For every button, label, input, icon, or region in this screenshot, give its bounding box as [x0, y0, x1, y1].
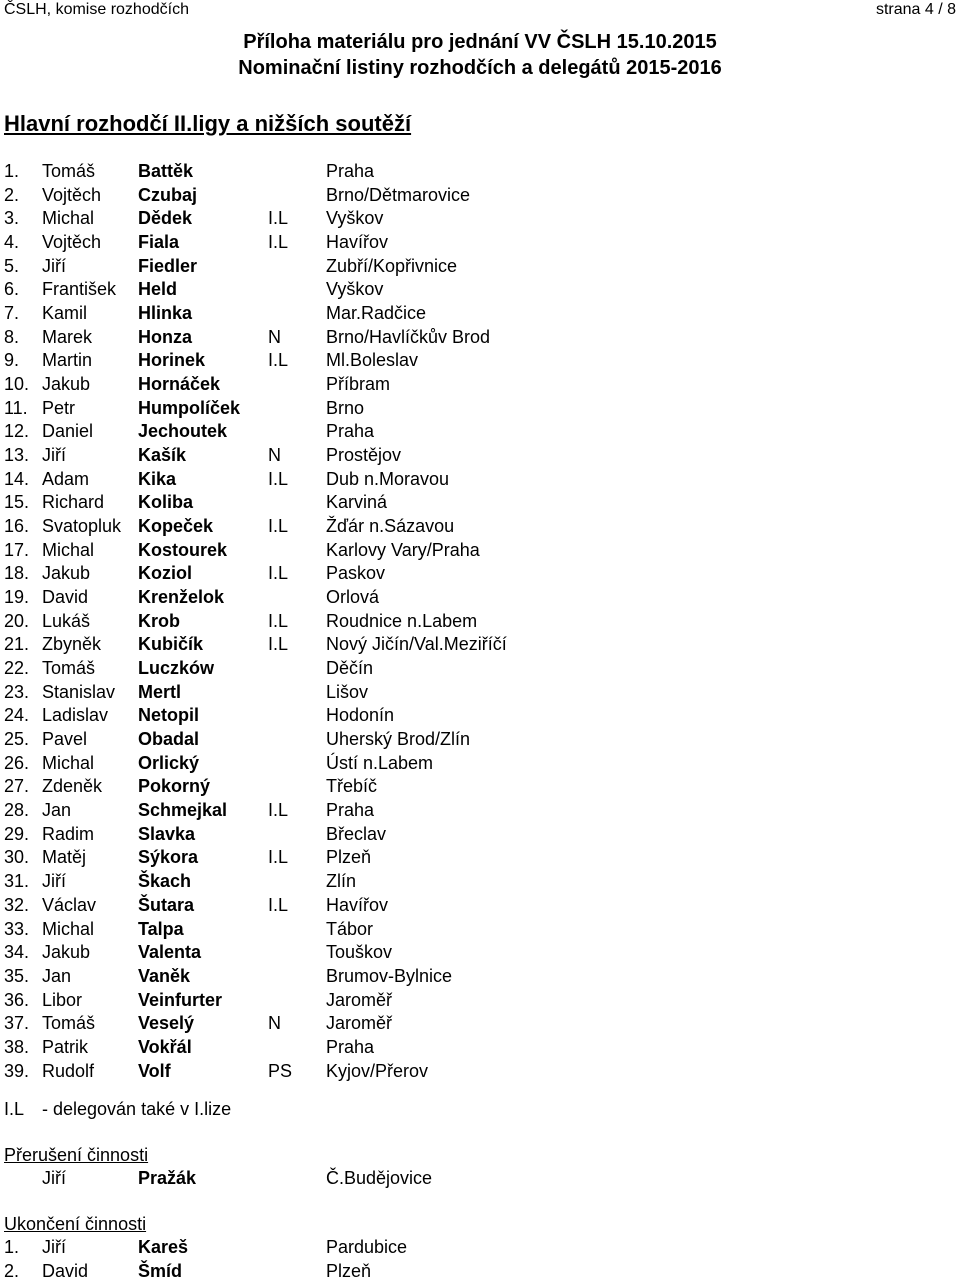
- row-number: 20.: [4, 610, 30, 631]
- last-name: Kašík: [138, 445, 187, 466]
- last-name: Horinek: [138, 350, 206, 371]
- last-name: Fiedler: [138, 255, 198, 276]
- row-number: 1.: [4, 1237, 20, 1257]
- last-name: Volf: [138, 1060, 171, 1081]
- first-name: Svatopluk: [42, 516, 122, 537]
- row-number: 38.: [4, 1036, 30, 1057]
- row-number: 16.: [4, 516, 30, 537]
- last-name: Netopil: [138, 705, 199, 726]
- first-name: Rudolf: [42, 1060, 95, 1081]
- first-name: Michal: [42, 752, 95, 773]
- city: Tábor: [326, 918, 374, 939]
- first-name: František: [42, 279, 117, 300]
- last-name: Hornáček: [138, 374, 221, 395]
- city: Zubří/Kopřivnice: [326, 255, 458, 276]
- header-committee: ČSLH, komise rozhodčích: [4, 1, 189, 18]
- last-name: Kareš: [138, 1237, 189, 1257]
- first-name: Libor: [42, 989, 83, 1010]
- league-flag: N: [268, 1013, 281, 1034]
- last-name: Krenželok: [138, 587, 225, 608]
- row-number: 7.: [4, 303, 20, 324]
- page-number: strana 4 / 8: [875, 1, 956, 18]
- city: Brno/Havlíčkův Brod: [326, 326, 491, 347]
- first-name: Kamil: [42, 303, 88, 324]
- row-number: 9.: [4, 350, 20, 371]
- last-name: Czubaj: [138, 184, 198, 205]
- row-number: 14.: [4, 468, 30, 489]
- row-number: 31.: [4, 871, 30, 892]
- city: Pardubice: [326, 1237, 408, 1257]
- row-number: 10.: [4, 374, 30, 395]
- city: Plzeň: [326, 1260, 372, 1281]
- last-name: Talpa: [138, 918, 184, 939]
- row-number: 37.: [4, 1013, 30, 1034]
- row-number: 2.: [4, 1260, 20, 1281]
- city: Plzeň: [326, 847, 372, 868]
- last-name: Veselý: [138, 1013, 195, 1034]
- row-number: 3.: [4, 208, 20, 229]
- first-name: Jan: [42, 965, 72, 986]
- first-name: Lukáš: [42, 610, 91, 631]
- last-name: Mertl: [138, 681, 182, 702]
- document-title: Příloha materiálu pro jednání VV ČSLH 15.10.2015: [243, 31, 717, 53]
- city: Paskov: [326, 563, 386, 584]
- last-name: Jechoutek: [138, 421, 228, 442]
- city: Havířov: [326, 232, 389, 253]
- first-name: Michal: [42, 208, 95, 229]
- last-name: Pokorný: [138, 776, 211, 797]
- first-name: Jakub: [42, 374, 91, 395]
- last-name: Fiala: [138, 232, 180, 253]
- last-name: Humpolíček: [138, 397, 241, 418]
- first-name: Tomáš: [42, 1013, 96, 1034]
- row-number: 28.: [4, 800, 30, 821]
- legend-text: - delegován také v I.lize: [42, 1099, 232, 1119]
- last-name: Vaněk: [138, 965, 191, 986]
- first-name: Matěj: [42, 847, 87, 868]
- last-name: Obadal: [138, 729, 200, 750]
- city: Vyškov: [326, 208, 384, 229]
- row-number: 4.: [4, 232, 20, 253]
- row-number: 11.: [4, 397, 28, 418]
- interruption-label: Přerušení činnosti: [4, 1145, 149, 1165]
- row-number: 6.: [4, 279, 20, 300]
- league-flag: N: [268, 445, 281, 466]
- last-name: Kostourek: [138, 539, 228, 560]
- city: Mar.Radčice: [326, 303, 427, 324]
- last-name: Held: [138, 279, 178, 300]
- last-name: Šmíd: [138, 1260, 183, 1281]
- city: Touškov: [326, 942, 393, 963]
- first-name: Tomáš: [42, 658, 96, 679]
- first-name: Martin: [42, 350, 93, 371]
- row-number: 25.: [4, 729, 30, 750]
- city: Jaroměř: [326, 1013, 393, 1034]
- row-number: 1.: [4, 161, 20, 181]
- first-name: Richard: [42, 492, 105, 513]
- last-name: Slavka: [138, 823, 196, 844]
- first-name: Václav: [42, 894, 97, 915]
- league-flag: I.L: [268, 468, 289, 489]
- row-number: 5.: [4, 255, 20, 276]
- league-flag: I.L: [268, 350, 289, 371]
- first-name: Jiří: [42, 445, 66, 466]
- league-flag: I.L: [268, 894, 289, 915]
- first-name: Patrik: [42, 1036, 89, 1057]
- list-item: [4, 1167, 944, 1191]
- city: Praha: [326, 161, 375, 181]
- city: Břeclav: [326, 823, 387, 844]
- city: Karviná: [326, 492, 388, 513]
- row-number: 17.: [4, 539, 30, 560]
- first-name: Tomáš: [42, 161, 96, 181]
- row-number: 35.: [4, 965, 30, 986]
- city: Havířov: [326, 894, 389, 915]
- first-name: Daniel: [42, 421, 94, 442]
- row-number: 29.: [4, 823, 30, 844]
- first-name: Michal: [42, 539, 95, 560]
- first-name: Jan: [42, 800, 72, 821]
- first-name: Stanislav: [42, 681, 116, 702]
- city: Č.Budějovice: [326, 1168, 433, 1188]
- city: Žďár n.Sázavou: [326, 516, 455, 537]
- last-name: Honza: [138, 326, 192, 347]
- city: Jaroměř: [326, 989, 393, 1010]
- last-name: Krob: [138, 610, 180, 631]
- ended-label: Ukončení činnosti: [4, 1214, 147, 1234]
- row-number: 36.: [4, 989, 30, 1010]
- last-name: Škach: [138, 871, 192, 892]
- city: Děčín: [326, 658, 374, 679]
- first-name: Ladislav: [42, 705, 109, 726]
- row-number: 24.: [4, 705, 30, 726]
- last-name: Sýkora: [138, 847, 199, 868]
- first-name: Jakub: [42, 942, 91, 963]
- city: Brumov-Bylnice: [326, 965, 453, 986]
- city: Zlín: [326, 871, 357, 892]
- first-name: Marek: [42, 326, 93, 347]
- last-name: Kopeček: [138, 516, 214, 537]
- first-name: Vojtěch: [42, 232, 102, 253]
- legend-key: I.L: [4, 1099, 25, 1119]
- row-number: 22.: [4, 658, 30, 679]
- first-name: Petr: [42, 397, 76, 418]
- row-number: 2.: [4, 184, 20, 205]
- league-flag: I.L: [268, 516, 289, 537]
- row-number: 12.: [4, 421, 30, 442]
- row-number: 27.: [4, 776, 30, 797]
- ended-list: [4, 1236, 944, 1283]
- last-name: Luczków: [138, 658, 215, 679]
- city: Třebíč: [326, 776, 378, 797]
- row-number: 34.: [4, 942, 30, 963]
- first-name: Vojtěch: [42, 184, 102, 205]
- city: Hodonín: [326, 705, 395, 726]
- city: Nový Jičín/Val.Meziříčí: [326, 634, 507, 655]
- last-name: Hlinka: [138, 303, 193, 324]
- interruption-list: [4, 1167, 944, 1191]
- row-number: 23.: [4, 681, 30, 702]
- last-name: Valenta: [138, 942, 202, 963]
- city: Praha: [326, 1036, 375, 1057]
- last-name: Veinfurter: [138, 989, 223, 1010]
- list-item: [4, 1236, 944, 1260]
- league-flag: PS: [268, 1060, 293, 1081]
- city: Orlová: [326, 587, 380, 608]
- city: Praha: [326, 421, 375, 442]
- first-name: Zbyněk: [42, 634, 102, 655]
- city: Kyjov/Přerov: [326, 1060, 429, 1081]
- first-name: Jiří: [42, 871, 66, 892]
- league-flag: I.L: [268, 232, 289, 253]
- last-name: Pražák: [138, 1168, 197, 1188]
- city: Ml.Boleslav: [326, 350, 419, 371]
- row-number: 21.: [4, 634, 30, 655]
- city: Brno: [326, 397, 365, 418]
- city: Brno/Dětmarovice: [326, 184, 471, 205]
- row-number: 8.: [4, 326, 20, 347]
- document-subtitle: Nominační listiny rozhodčích a delegátů 2015-2016: [238, 57, 722, 79]
- city: Praha: [326, 800, 375, 821]
- last-name: Kika: [138, 468, 177, 489]
- city: Ústí n.Labem: [326, 752, 434, 773]
- last-name: Šutara: [138, 894, 195, 915]
- city: Roudnice n.Labem: [326, 610, 478, 631]
- section-title: Hlavní rozhodčí II.ligy a nižších soutěží: [4, 111, 412, 136]
- first-name: Jiří: [42, 255, 66, 276]
- first-name: David: [42, 587, 89, 608]
- league-flag: I.L: [268, 800, 289, 821]
- row-number: 26.: [4, 752, 30, 773]
- row-number: 18.: [4, 563, 30, 584]
- city: Uherský Brod/Zlín: [326, 729, 471, 750]
- city: Příbram: [326, 374, 391, 395]
- row-number: 33.: [4, 918, 30, 939]
- row-number: 32.: [4, 894, 30, 915]
- league-flag: I.L: [268, 208, 289, 229]
- last-name: Schmejkal: [138, 800, 228, 821]
- last-name: Dědek: [138, 208, 193, 229]
- first-name: Jakub: [42, 563, 91, 584]
- row-number: 19.: [4, 587, 30, 608]
- first-name: Radim: [42, 823, 95, 844]
- first-name: Jiří: [42, 1237, 66, 1257]
- last-name: Koziol: [138, 563, 192, 584]
- row-number: 15.: [4, 492, 30, 513]
- league-flag: I.L: [268, 847, 289, 868]
- last-name: Kubičík: [138, 634, 204, 655]
- last-name: Koliba: [138, 492, 194, 513]
- last-name: Orlický: [138, 752, 200, 773]
- city: Karlovy Vary/Praha: [326, 539, 480, 560]
- city: Dub n.Moravou: [326, 468, 450, 489]
- league-flag: I.L: [268, 563, 289, 584]
- city: Prostějov: [326, 445, 402, 466]
- row-number: 30.: [4, 847, 30, 868]
- first-name: Adam: [42, 468, 90, 489]
- row-number: 13.: [4, 445, 30, 466]
- first-name: Pavel: [42, 729, 88, 750]
- first-name: Michal: [42, 918, 95, 939]
- first-name: David: [42, 1260, 89, 1281]
- city: Lišov: [326, 681, 369, 702]
- last-name: Battěk: [138, 161, 194, 181]
- first-name: Zdeněk: [42, 776, 103, 797]
- league-flag: I.L: [268, 634, 289, 655]
- league-flag: I.L: [268, 610, 289, 631]
- row-number: 39.: [4, 1060, 30, 1081]
- first-name: Jiří: [42, 1168, 66, 1188]
- city: Vyškov: [326, 279, 384, 300]
- league-flag: N: [268, 326, 281, 347]
- last-name: Vokřál: [138, 1036, 192, 1057]
